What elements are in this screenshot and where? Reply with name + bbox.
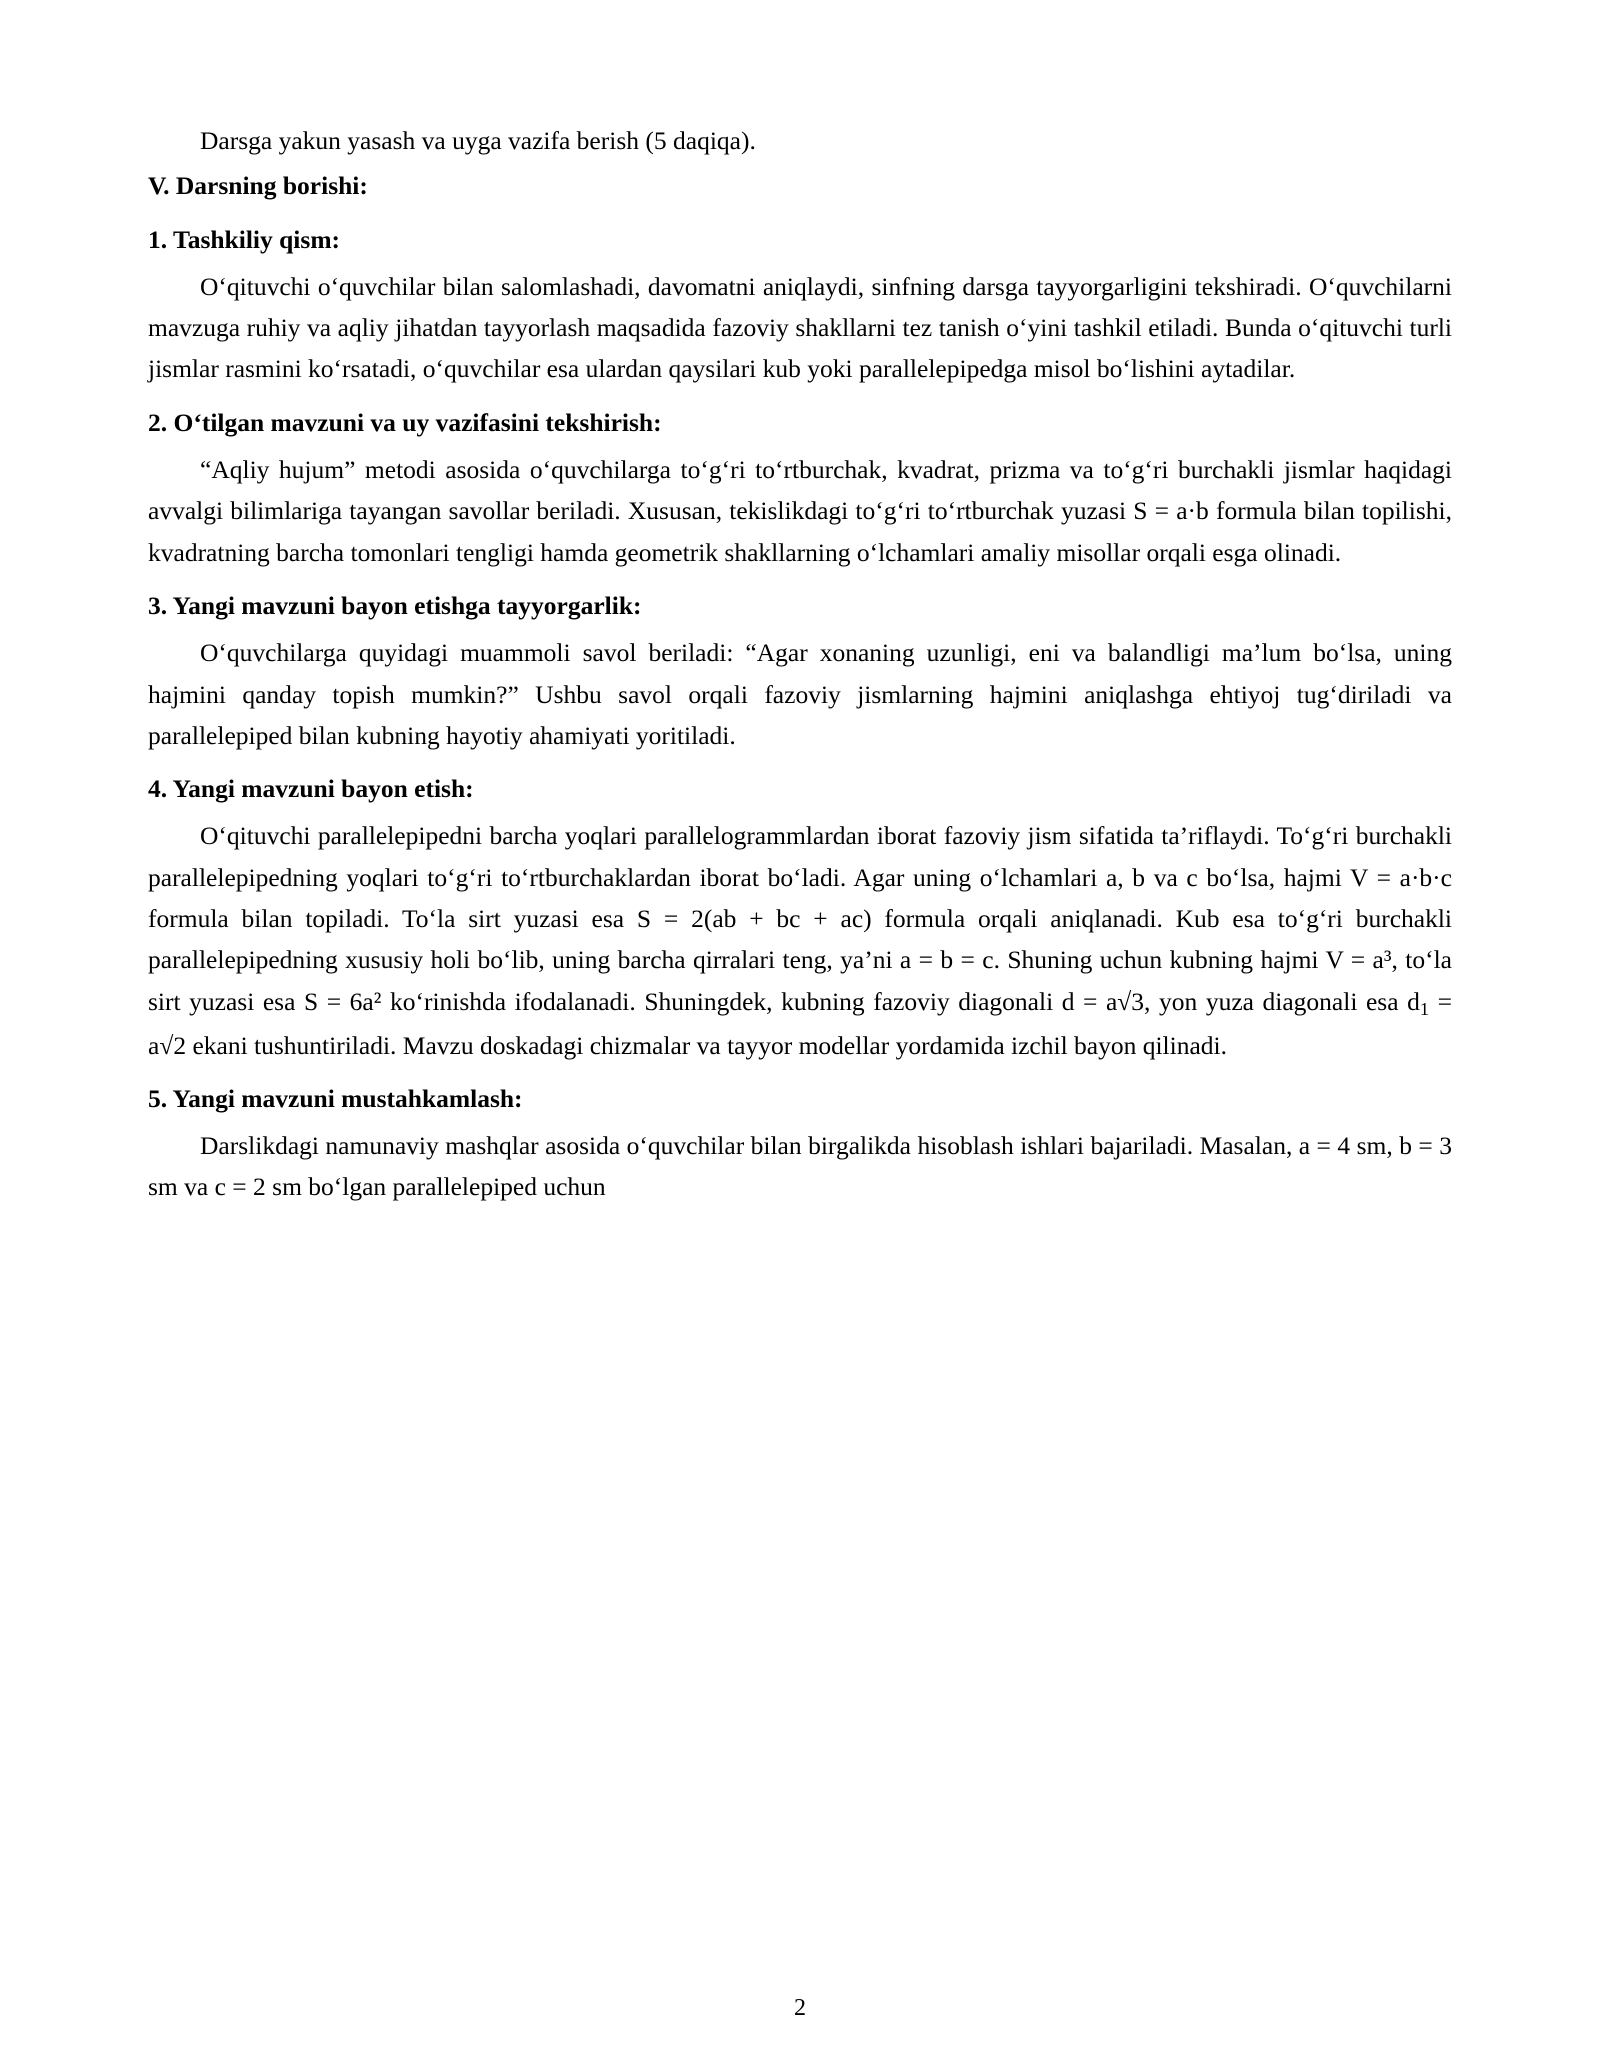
section-heading: V. Darsning borishi: [148, 171, 368, 201]
page-number: 2 [794, 1995, 806, 2021]
paragraph: Darsga yakun yasash va uyga vazifa berish (5 daqiqa). [200, 126, 756, 155]
document-body [148, 120, 1452, 1208]
section-heading: 4. Yangi mavzuni bayon etish: [148, 774, 474, 804]
paragraph: O‘qituvchi parallelepipedni barcha yoqlari parallelogrammlardan iborat fazoviy jism sifatida ta’riflaydi. To‘g‘ri burchakli parallelepipedning yoqlari to‘g‘ri to‘rtburchaklardan iborat bo‘ladi. Agar uning o‘lchamlari a, b va c bo‘lsa, hajmi V = a·b·c formula bilan topiladi. To‘la sirt yuzasi esa S = 2(ab + bc + ac) formula orqali aniqlanadi. Kub esa to‘g‘ri burchakli parallelepipedning xususiy holi bo‘lib, uning barcha qirralari teng, ya’ni a = b = c. Shuning uchun kubning hajmi V = a³, to‘la sirt yuzasi esa S = 6a² ko‘rinishda ifodalanadi. Shuningdek, kubning fazoviy diagonali d = a√3, yon yuza diagonali esa $d_1 = a√2$ ekani tushuntiriladi. Mavzu doskadagi chizmalar va tayyor modellar yordamida izchil bayon qilinadi. [148, 821, 1452, 1060]
section-heading: 2. O‘tilgan mavzuni va uy vazifasini tekshirish: [148, 407, 662, 437]
section-heading: 3. Yangi mavzuni bayon etishga tayyorgarlik: [148, 590, 642, 620]
paragraph: “Aqliy hujum” metodi asosida o‘quvchilarga to‘g‘ri to‘rtburchak, kvadrat, prizma va to‘g‘ri burchakli jismlar haqidagi avvalgi bilimlariga tayangan savollar beriladi. Xususan, tekislikdagi to‘g‘ri to‘rtburchak yuzasi S = a·b formula bilan topilishi, kvadratning barcha tomonlari tengligi hamda geometrik shakllarning o‘lchamlari amaliy misollar orqali esga olinadi. [148, 455, 1452, 567]
paragraph: O‘qituvchi o‘quvchilar bilan salomlashadi, davomatni aniqlaydi, sinfning darsga tayyorgarligini tekshiradi. O‘quvchilarni mavzuga ruhiy va aqliy jihatdan tayyorlash maqsadida fazoviy shakllarni tez tanish o‘yini tashkil etiladi. Bunda o‘qituvchi turli jismlar rasmini ko‘rsatadi, o‘quvchilar esa ulardan qaysilari kub yoki parallelepipedga misol bo‘lishini aytadilar. [148, 271, 1452, 384]
section-heading: 5. Yangi mavzuni mustahkamlash: [148, 1083, 523, 1113]
section-heading: 1. Tashkiliy qism: [148, 224, 341, 254]
paragraph: Darslikdagi namunaviy mashqlar asosida o‘quvchilar bilan birgalikda hisoblash ishlari bajariladi. Masalan, a = 4 sm, b = 3 sm va c = 2 sm bo‘lgan parallelepiped uchun [148, 1131, 1452, 1202]
paragraph: O‘quvchilarga quyidagi muammoli savol beriladi: “Agar xonaning uzunligi, eni va balandligi ma’lum bo‘lsa, uning hajmini qanday topish mumkin?” Ushbu savol orqali fazoviy jismlarning hajmini aniqlashga ehtiyoj tug‘diriladi va parallelepiped bilan kubning hayotiy ahamiyati yoritiladi. [148, 638, 1452, 750]
